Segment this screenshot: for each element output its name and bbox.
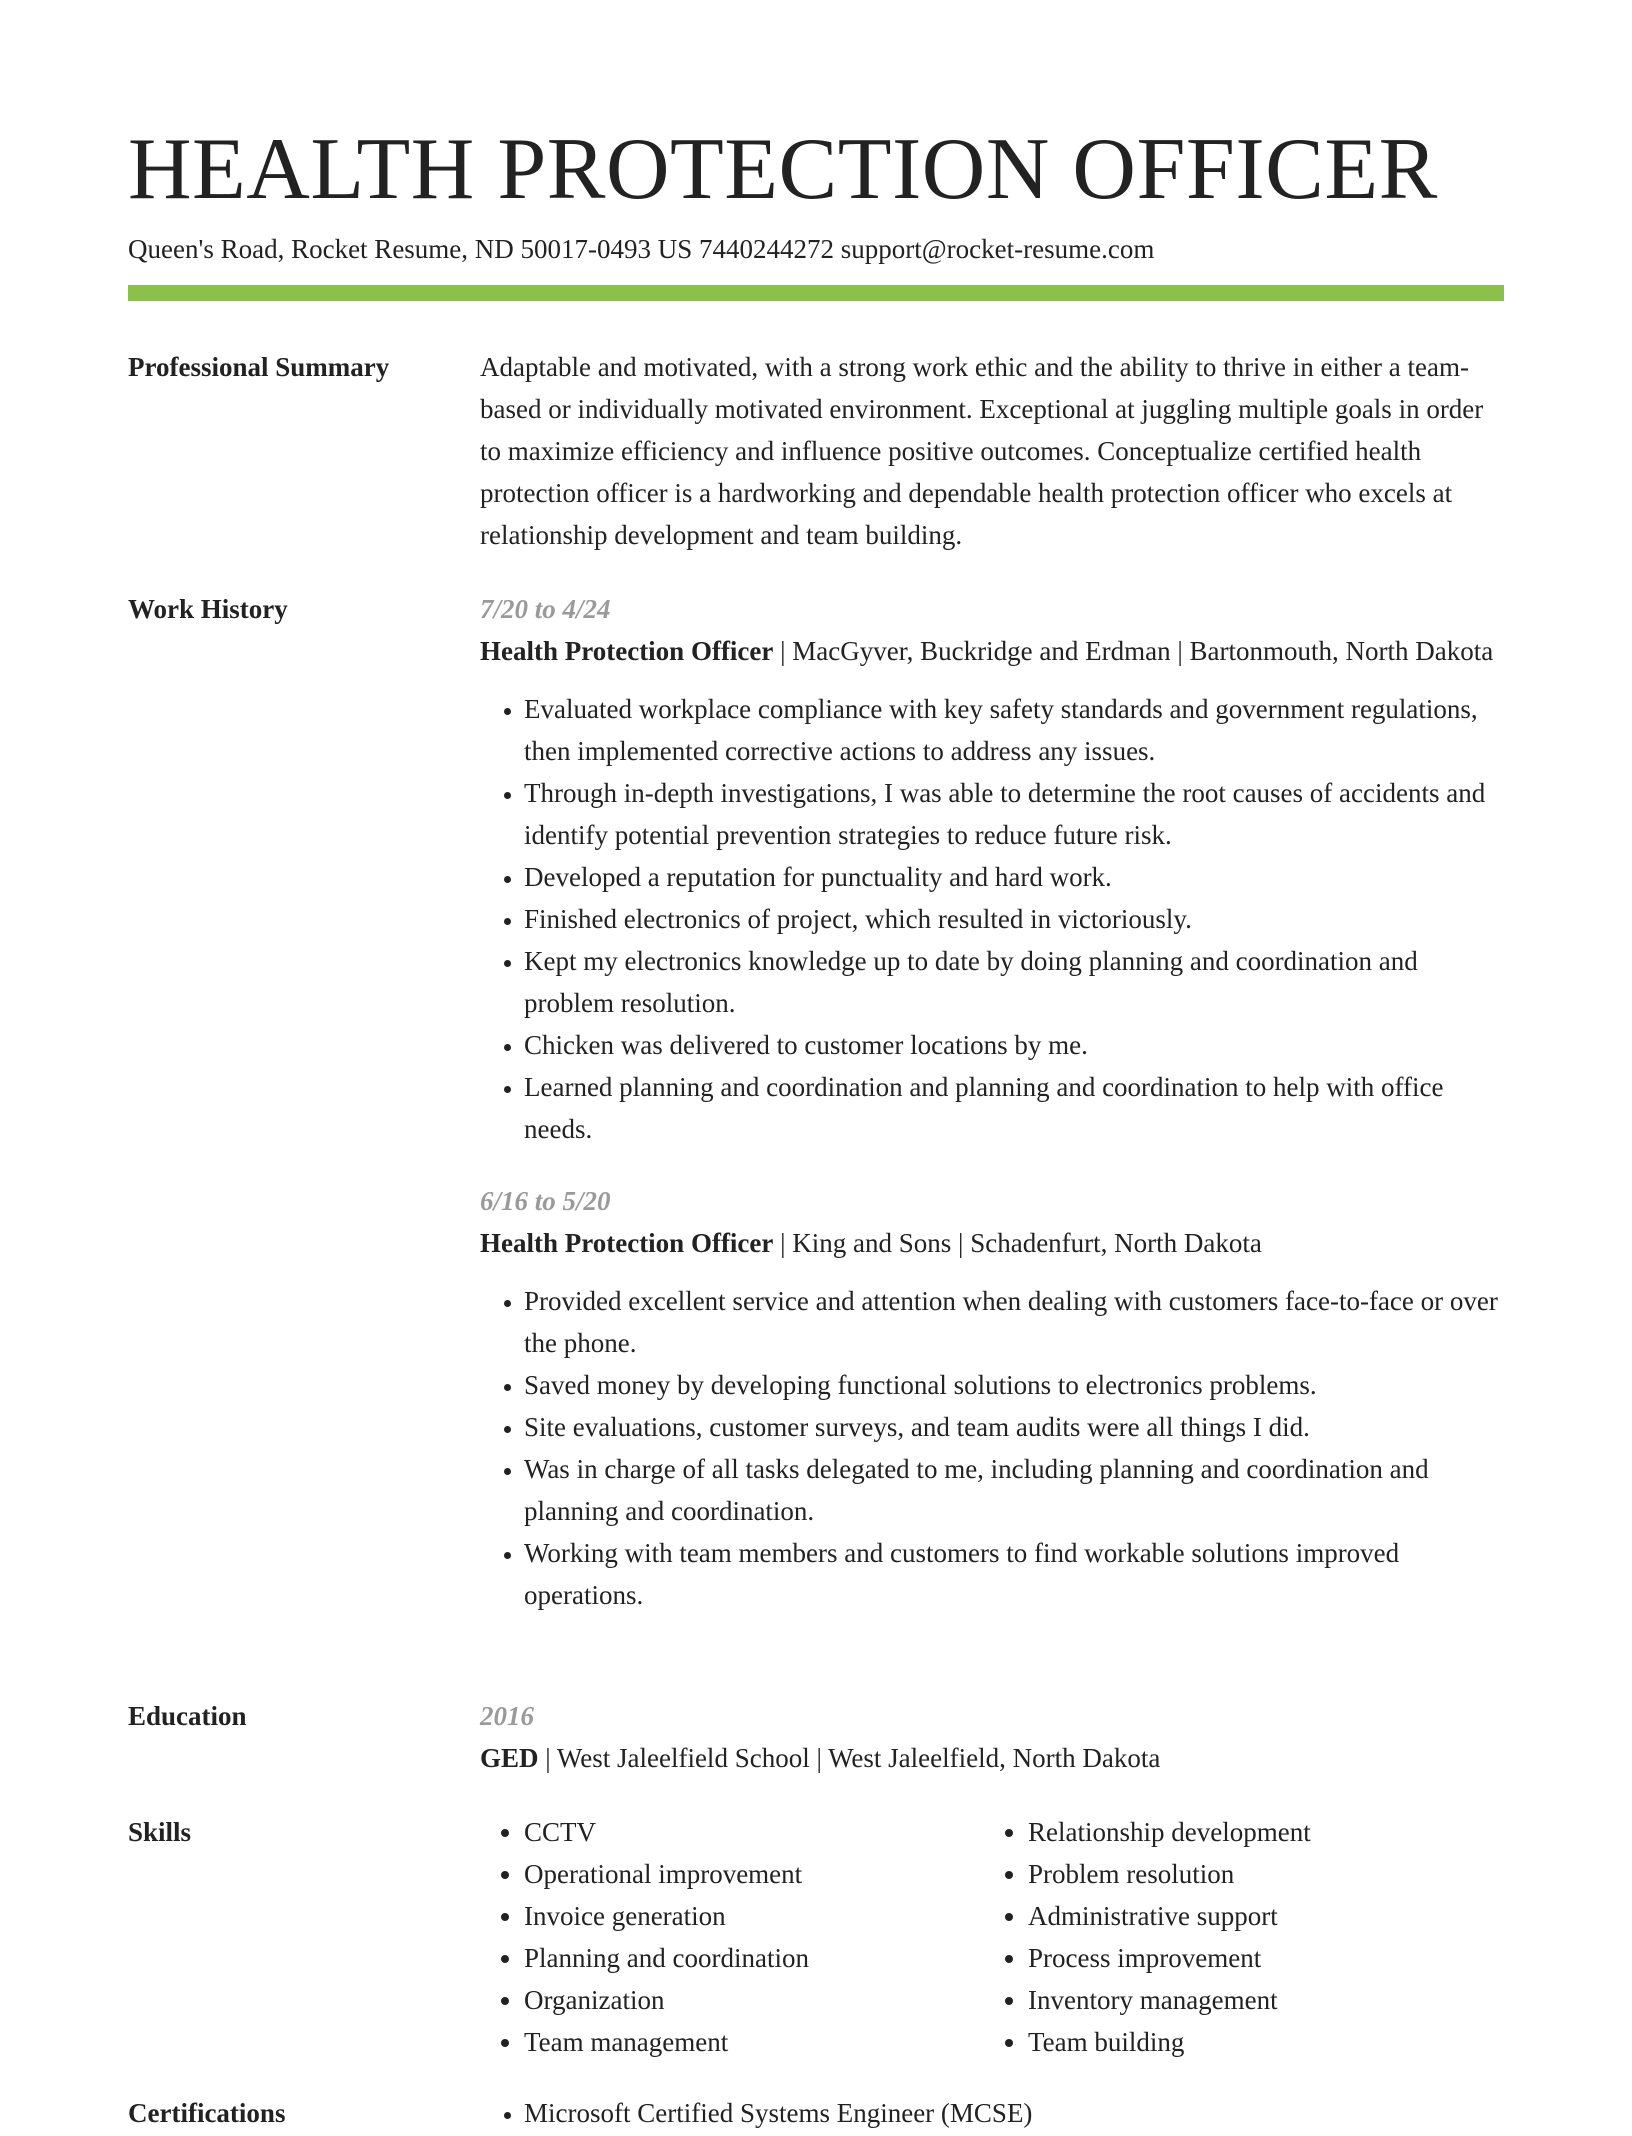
certifications-list [480, 2092, 1504, 2134]
job-dates: 6/16 to 5/20 [480, 1186, 611, 1216]
job-bullet: • Working with team members and customers to find workable solutions improved operations. [524, 1532, 1504, 1616]
skill-item: • Team management [524, 2021, 984, 2063]
skill-item: • Operational improvement [524, 1853, 984, 1895]
job-entry [480, 1180, 1504, 1616]
skill-item: • Organization [524, 1979, 984, 2021]
skills-columns [480, 1811, 1504, 2063]
education-degree: GED [480, 1743, 539, 1773]
job-bullet: • Developed a reputation for punctuality and hard work. [524, 856, 1504, 898]
job-bullet: • Saved money by developing functional solutions to electronics problems. [524, 1364, 1504, 1406]
job-bullets [480, 1280, 1504, 1616]
job-details: | MacGyver, Buckridge and Erdman | Bartonmouth, North Dakota [773, 636, 1494, 666]
work-history-label: Work History [128, 594, 288, 624]
summary-body [480, 346, 1504, 556]
summary-text: Adaptable and motivated, with a strong work ethic and the ability to thrive in either a team-based or individually motivated environment. Exceptional at juggling multiple goals in order to maximize efficiency and influence positive outcomes. Conceptualize certified health protection officer is a hardworking and dependable health protection officer who excels at relationship development and team building. [480, 352, 1484, 550]
job-bullet: • Finished electronics of project, which resulted in victoriously. [524, 898, 1504, 940]
job-bullets [480, 688, 1504, 1150]
education-label: Education [128, 1701, 247, 1731]
skills-list-left [480, 1811, 984, 2063]
job-bullet: • Through in-depth investigations, I was able to determine the root causes of accidents and identify potential prevention strategies to reduce future risk. [524, 772, 1504, 856]
accent-divider [128, 285, 1504, 301]
certifications-body [480, 2092, 1504, 2134]
resume-name: HEALTH PROTECTION OFFICER [128, 121, 1438, 218]
education-details: | West Jaleelfield School | West Jaleelfield, North Dakota [538, 1743, 1161, 1773]
skill-item: • Process improvement [1028, 1937, 1488, 1979]
skill-item: • Invoice generation [524, 1895, 984, 1937]
education-heading [480, 1737, 1504, 1779]
job-bullet: • Learned planning and coordination and planning and coordination to help with office needs. [524, 1066, 1504, 1150]
job-entry [480, 588, 1504, 1150]
skill-item: • Relationship development [1028, 1811, 1488, 1853]
job-details: | King and Sons | Schadenfurt, North Dakota [773, 1228, 1262, 1258]
skills-label: Skills [128, 1817, 192, 1847]
skill-item: • Team building [1028, 2021, 1488, 2063]
work-history-body [480, 588, 1504, 1616]
job-title: Health Protection Officer [480, 636, 774, 666]
job-heading [480, 630, 1504, 672]
education-body [480, 1695, 1504, 1779]
job-dates: 7/20 to 4/24 [480, 594, 611, 624]
skill-item: • Planning and coordination [524, 1937, 984, 1979]
certification-item: • Microsoft Certified Systems Engineer (MCSE) [524, 2092, 1504, 2134]
job-bullet: • Evaluated workplace compliance with key safety standards and government regulations, then implemented corrective actions to address any issues. [524, 688, 1504, 772]
job-bullet: • Provided excellent service and attention when dealing with customers face-to-face or over the phone. [524, 1280, 1504, 1364]
skill-item: • CCTV [524, 1811, 984, 1853]
skills-body [480, 1811, 1504, 2063]
skill-item: • Problem resolution [1028, 1853, 1488, 1895]
job-heading [480, 1222, 1504, 1264]
education-year: 2016 [480, 1701, 534, 1731]
job-bullet: • Chicken was delivered to customer locations by me. [524, 1024, 1504, 1066]
skills-list-right [984, 1811, 1488, 2063]
job-bullet: • Site evaluations, customer surveys, and team audits were all things I did. [524, 1406, 1504, 1448]
skill-item: • Inventory management [1028, 1979, 1488, 2021]
job-bullet: • Kept my electronics knowledge up to date by doing planning and coordination and problem resolution. [524, 940, 1504, 1024]
summary-label: Professional Summary [128, 352, 390, 382]
skill-item: • Administrative support [1028, 1895, 1488, 1937]
certifications-label: Certifications [128, 2098, 286, 2128]
contact-line: Queen's Road, Rocket Resume, ND 50017-0493 US 7440244272 support@rocket-resume.com [128, 234, 1155, 264]
job-title: Health Protection Officer [480, 1228, 774, 1258]
job-bullet: • Was in charge of all tasks delegated to me, including planning and coordination and planning and coordination. [524, 1448, 1504, 1532]
